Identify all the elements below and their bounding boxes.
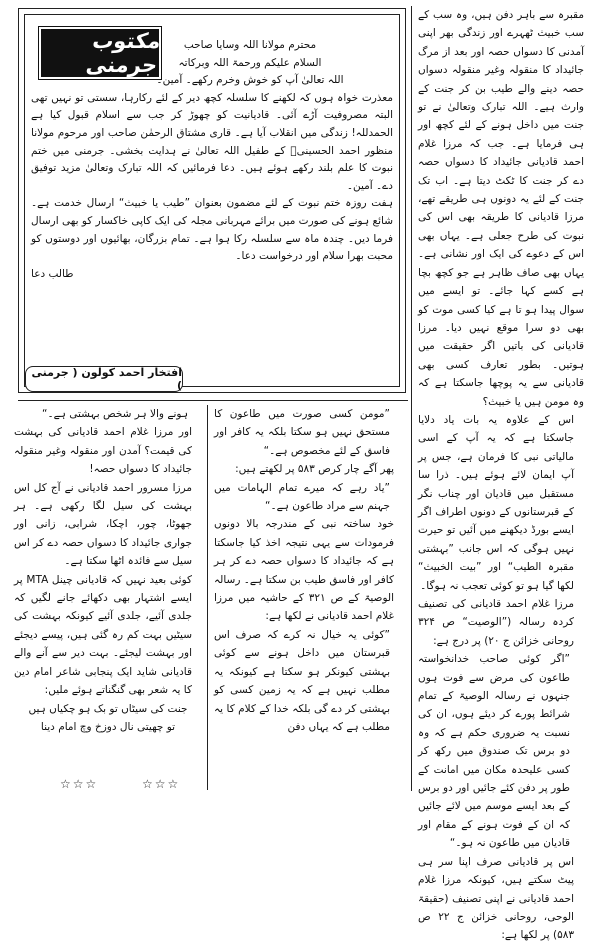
letter-signature-text: افتخار احمد کولون ( جرمنی ) xyxy=(31,366,182,392)
middle-quote-1: ”مومن کسی صورت میں طاعون کا مستحق نہیں ہو سکتا بلکہ یہ کافر اور فاسق کے لئے مخصوص ہے۔“ xyxy=(214,408,390,457)
letter-paragraph-2: ہفت روزہ ختم نبوت کے لئے مضمون بعنوان ”طیب یا خبیث“ ارسال خدمت ہے۔ شائع ہونے کی صورت میں برائے مہربانی مجلہ کی ایک کاپی خاکسار کو بھی ارسال فرما دیں۔ چندہ ماہ سے سلسلہ رکا ہوا ہے۔ تمام بزرگان، بھائیوں اور دوستوں کو محبت بھرا سلام اور درخواست دعا۔ xyxy=(31,197,393,263)
letter-signature xyxy=(25,366,183,392)
left-quote-end: ہونے والا ہر شخص بہشتی ہے۔“ xyxy=(42,408,188,420)
middle-paragraph-2: پھر آگے چار کرص ۵۸۳ پر لکھتے ہیں: xyxy=(235,463,394,476)
right-column xyxy=(418,6,584,942)
left-paragraph-2: اور مرزا غلام احمد قادیانی کی بہشت کی قیمت؟ آمدن اور منقولہ وغیر منقولہ جائیداد کا دسواں حصہ! xyxy=(14,426,192,476)
right-paragraph-3: مرزا غلام احمد قادیانی کی تصنیف کردہ رسالہ (”الوصیت“ ص ۳۲۴ روحانی خزائن ج ۲۰) پر درج ہے: xyxy=(418,598,574,647)
middle-paragraph-4: خود ساختہ نبی کے مندرجہ بالا دونوں فرمودات سے یہی نتیجہ اخذ کیا جاسکتا ہے کہ جائیداد کا دسواں حصہ دے کر ہر کافر اور فاسق طیب بن سکتا ہے۔ رسالہ الوصیۃ کے ص ۳۲۱ کے حاشیہ میں مرزا غلام احمد قادیانی نے لکھا ہے: xyxy=(214,518,394,623)
left-column xyxy=(14,405,202,777)
middle-quote-2: ”یاد رہے کہ میرے تمام الہامات میں جہنم سے مراد طاعون ہے۔“ xyxy=(214,481,390,513)
letter-bottom-rule xyxy=(18,400,408,401)
letter-blessing: اللہ تعالیٰ آپ کو خوش وخرم رکھے۔ آمین۔ xyxy=(156,74,344,87)
right-paragraph-1: مقبرہ سے باہر دفن ہیں، وہ سب کے سب خبیث ٹھہرے اور زندگی بھر اپنی آمدنی کا دسواں حصہ اور بعد از مرگ جائیداد کا منقولہ وغیر منقولہ دسواں حصہ دینے والے طیب بن کر جنت کے وارث ہیے۔ اللہ تبارک وتعالیٰ نے تو جنت میں داخل ہونے کے لئے کچھ اور ہی فرمایا ہے۔ جب کہ مرزا غلام احمد قادیانی جائیداد کا دسواں حصہ دے کر جنت کا ٹکٹ دیتا ہے۔ اب تک جنت کے لئے یہ دونوں ہی طریقے تھے، مرزا قادیانی کا طریقہ بھی اس کی نبوت کی طرح جعلی ہے۔ یہاں بھی اس کے دعوے کی ایک اور نشانی ہے۔ یہاں بھی صاف ظاہر ہے جو کچھ بچا ہے کسے کہا جائے۔ تو ایسے میں سوال پیدا ہو تا ہے کیا کسی موت کو بھی دو سرا موقع نہیں دیا۔ مرزا قادیانی کی باتیں اگر حقیقت میں ہوتیں۔ بطور تعارف کسی بھی قادیانی سے یہ پوچھا جاسکتا ہے کہ وہ مومن ہیں یا خبیث؟ xyxy=(418,9,584,408)
letter-title: مکتوب جرمنی xyxy=(84,29,163,77)
right-paragraph-2: اس کے علاوہ یہ بات یاد دلایا جاسکتا ہے کہ یہ آپ کے اسی مالیاتی نبی کا فرمان ہے، جس پر آپ ایمان لائے ہوئے ہیں۔ ذرا سا مستقبل میں قادیان اور چناب نگر کے قبرستانوں کے دونوں اطراف اگر ایسے بورڈ دیکھنے میں آئیں تو حیرت نہیں ہوگی کہ اس جانب ”بہشتی مقبرہ الطیب“ اور ”بیت الخبیث“ لکھا گیا ہو تو کوئی تعجب نہ ہوگا۔ xyxy=(418,413,574,592)
left-paragraph-3: مرزا مسرور احمد قادیانی نے آج کل اس بہشت کی سیل لگا رکھی ہے۔ ہر جھوٹا، چور، اچکا، شرابی، زانی اور جواری جائیداد کا دسواں حصہ دے کر اس سیل سے فائدہ اٹھا سکتا ہے۔ xyxy=(14,481,192,568)
letter-box xyxy=(18,8,406,393)
left-paragraph-4: کوئی بعید نہیں کہ قادیانی چینل MTA پر ایسے اشتہار بھی دکھائے جانے لگیں کہ جلدی آئیے، جلدی آئیے کیونکہ بہشت کی سیٹیں بہت کم رہ گئی ہیں، پیسے دیجئے اور بہشت لیجئے۔ بہت دیر سے آنے والے قادیانی شاید ایک پنجابی شاعر امام دین کا یہ شعر بھی گنگناتے ہوئے ملیں: xyxy=(14,573,192,697)
letter-paragraph-1: معذرت خواہ ہوں کہ لکھنے کا سلسلہ کچھ دیر کے لئے رکارہا، سستی تو نہیں تھی البتہ مصروفیت آڑے آئی۔ قادیانیت کو چھوڑ کر جب سے اسلام قبول کیا ہے الحمدللہ! زندگی میں انقلاب آیا ہے۔ قاری مشتاق الرحمٰن صاحب اور مرحوم مولانا منظور احمد الحسینیؒ کے طفیل اللہ تعالیٰ نے ہدایت بخشی۔ جرمنی میں ختم نبوت کا علم بلند رکھے ہوئے ہیں۔ دعا فرمائیں کہ اللہ تبارک وتعالیٰ مزید توفیق دے۔ آمین۔ xyxy=(31,91,393,192)
section-end-stars: ☆☆☆ xyxy=(60,777,99,791)
letter-salutation: محترم مولانا اللہ وسایا صاحب xyxy=(183,39,317,51)
middle-column xyxy=(214,405,404,790)
right-paragraph-5: اس پر قادیانی صرف اپنا سر ہی پیٹ سکتے ہیں، کیونکہ مرزا غلام احمد قادیانی نے اپنی تصنیف (حقیقۃ الوحی، روحانی خزائن ج ۲۲ ص ۵۸۳) پر لکھا ہے: xyxy=(418,855,574,942)
middle-quote-3: ”کوئی یہ خیال نہ کرے کہ صرف اس قبرستان میں داخل ہونے سے کوئی بہشتی کیونکر ہو سکتا ہے کیونکہ یہ مطلب نہیں ہے کہ یہ زمین کسی کو بہشتی کر دے گی بلکہ خدا کے کلام کا یہ مطلب ہے کہ یہاں دفن xyxy=(214,628,390,733)
section-end-stars-2: ☆☆☆ xyxy=(142,777,181,791)
poem-line-1: جنت کی سیٹاں تو بک ہو چکیاں ہیں xyxy=(28,702,188,715)
column-divider-right xyxy=(411,6,412,791)
column-divider-left xyxy=(207,405,208,790)
letter-closing: طالب دعا xyxy=(31,267,74,280)
right-quote: ”اگر کوئی صاحب خدانخواستہ طاعون کی مرض سے فوت ہوں جنہوں نے رسالہ الوصیۃ کے تمام شرائط پورے کر دیئے ہوں، ان کی نسبت یہ ضروری حکم ہے کہ وہ دو برس تک صندوق میں رکھ کر کسی علیحدہ مکان میں امانت کے طور پر دفن کئے جائیں اور دو برس کے بعد ایسے موسم میں لائے جائیں کہ ان کے فوت ہونے کے مقام اور قادیان میں طاعون نہ ہو۔“ xyxy=(418,653,570,850)
letter-greeting: السلام علیکم ورحمۃ اللہ وبرکاتہ xyxy=(178,56,322,69)
poem-line-2: تو چھیتی نال دوزخ وچ امام دینا xyxy=(40,720,176,733)
letter-body xyxy=(31,37,399,367)
